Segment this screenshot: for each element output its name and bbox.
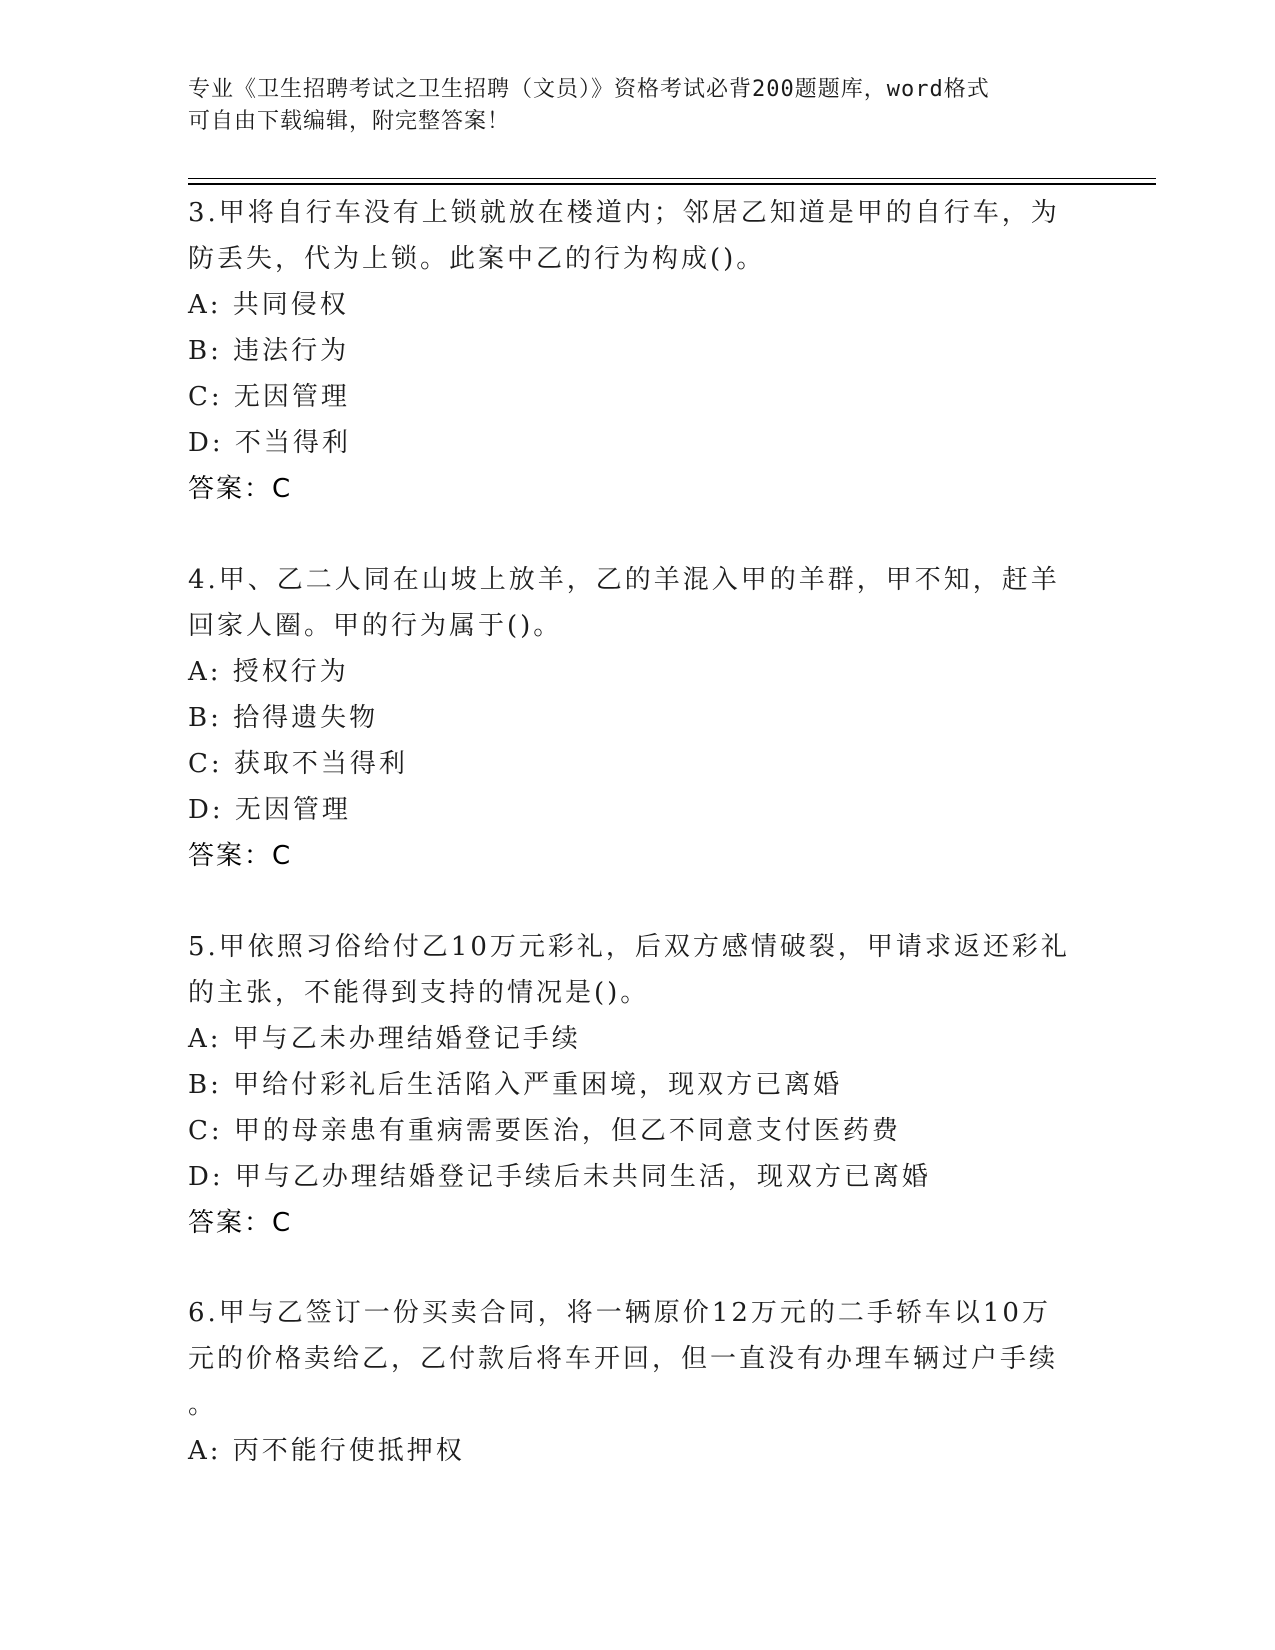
- question-stem-line: 元的价格卖给乙，乙付款后将车开回，但一直没有办理车辆过户手续: [188, 1344, 1059, 1374]
- option-a: A: 甲与乙未办理结婚登记手续: [188, 1024, 581, 1054]
- question-block: [188, 557, 1088, 879]
- header-divider-thin: [188, 178, 1156, 179]
- answer-line: 答案：C: [188, 841, 293, 871]
- header-title-line-2: 可自由下载编辑，附完整答案！: [188, 109, 511, 134]
- option-d: D: 无因管理: [188, 795, 351, 825]
- question-stem-line: 4.甲、乙二人同在山坡上放羊，乙的羊混入甲的羊群，甲不知，赶羊: [188, 565, 1060, 595]
- document-header: [188, 74, 1068, 138]
- question-stem-line: 3.甲将自行车没有上锁就放在楼道内；邻居乙知道是甲的自行车，为: [188, 198, 1060, 228]
- question-stem-line: 。: [188, 1390, 218, 1420]
- option-b: B: 违法行为: [188, 336, 350, 366]
- option-d: D: 不当得利: [188, 428, 351, 458]
- question-block: [188, 924, 1088, 1246]
- option-a: A: 授权行为: [188, 657, 349, 687]
- option-b: B: 甲给付彩礼后生活陷入严重困境，现双方已离婚: [188, 1070, 843, 1100]
- question-stem-line: 5.甲依照习俗给付乙10万元彩礼，后双方感情破裂，甲请求返还彩礼: [188, 932, 1070, 962]
- option-c: C: 甲的母亲患有重病需要医治，但乙不同意支付医药费: [188, 1116, 901, 1146]
- option-c: C: 获取不当得利: [188, 749, 408, 779]
- question-stem-line: 回家人圈。甲的行为属于()。: [188, 611, 563, 641]
- question-stem-line: 6.甲与乙签订一份买卖合同，将一辆原价12万元的二手轿车以10万: [188, 1298, 1051, 1328]
- question-stem-line: 的主张，不能得到支持的情况是()。: [188, 978, 650, 1008]
- option-a: A: 丙不能行使抵押权: [188, 1436, 465, 1466]
- answer-line: 答案：C: [188, 474, 293, 504]
- question-block: [188, 190, 1088, 512]
- option-c: C: 无因管理: [188, 382, 350, 412]
- option-a: A: 共同侵权: [188, 290, 349, 320]
- header-divider-thick: [188, 183, 1156, 185]
- answer-line: 答案：C: [188, 1208, 293, 1238]
- question-block: [188, 1290, 1088, 1474]
- question-stem-line: 防丢失，代为上锁。此案中乙的行为构成()。: [188, 244, 766, 274]
- option-d: D: 甲与乙办理结婚登记手续后未共同生活，现双方已离婚: [188, 1162, 931, 1192]
- option-b: B: 拾得遗失物: [188, 703, 379, 733]
- header-title-line-1: 专业《卫生招聘考试之卫生招聘（文员）》资格考试必背200题题库，word格式: [188, 77, 990, 102]
